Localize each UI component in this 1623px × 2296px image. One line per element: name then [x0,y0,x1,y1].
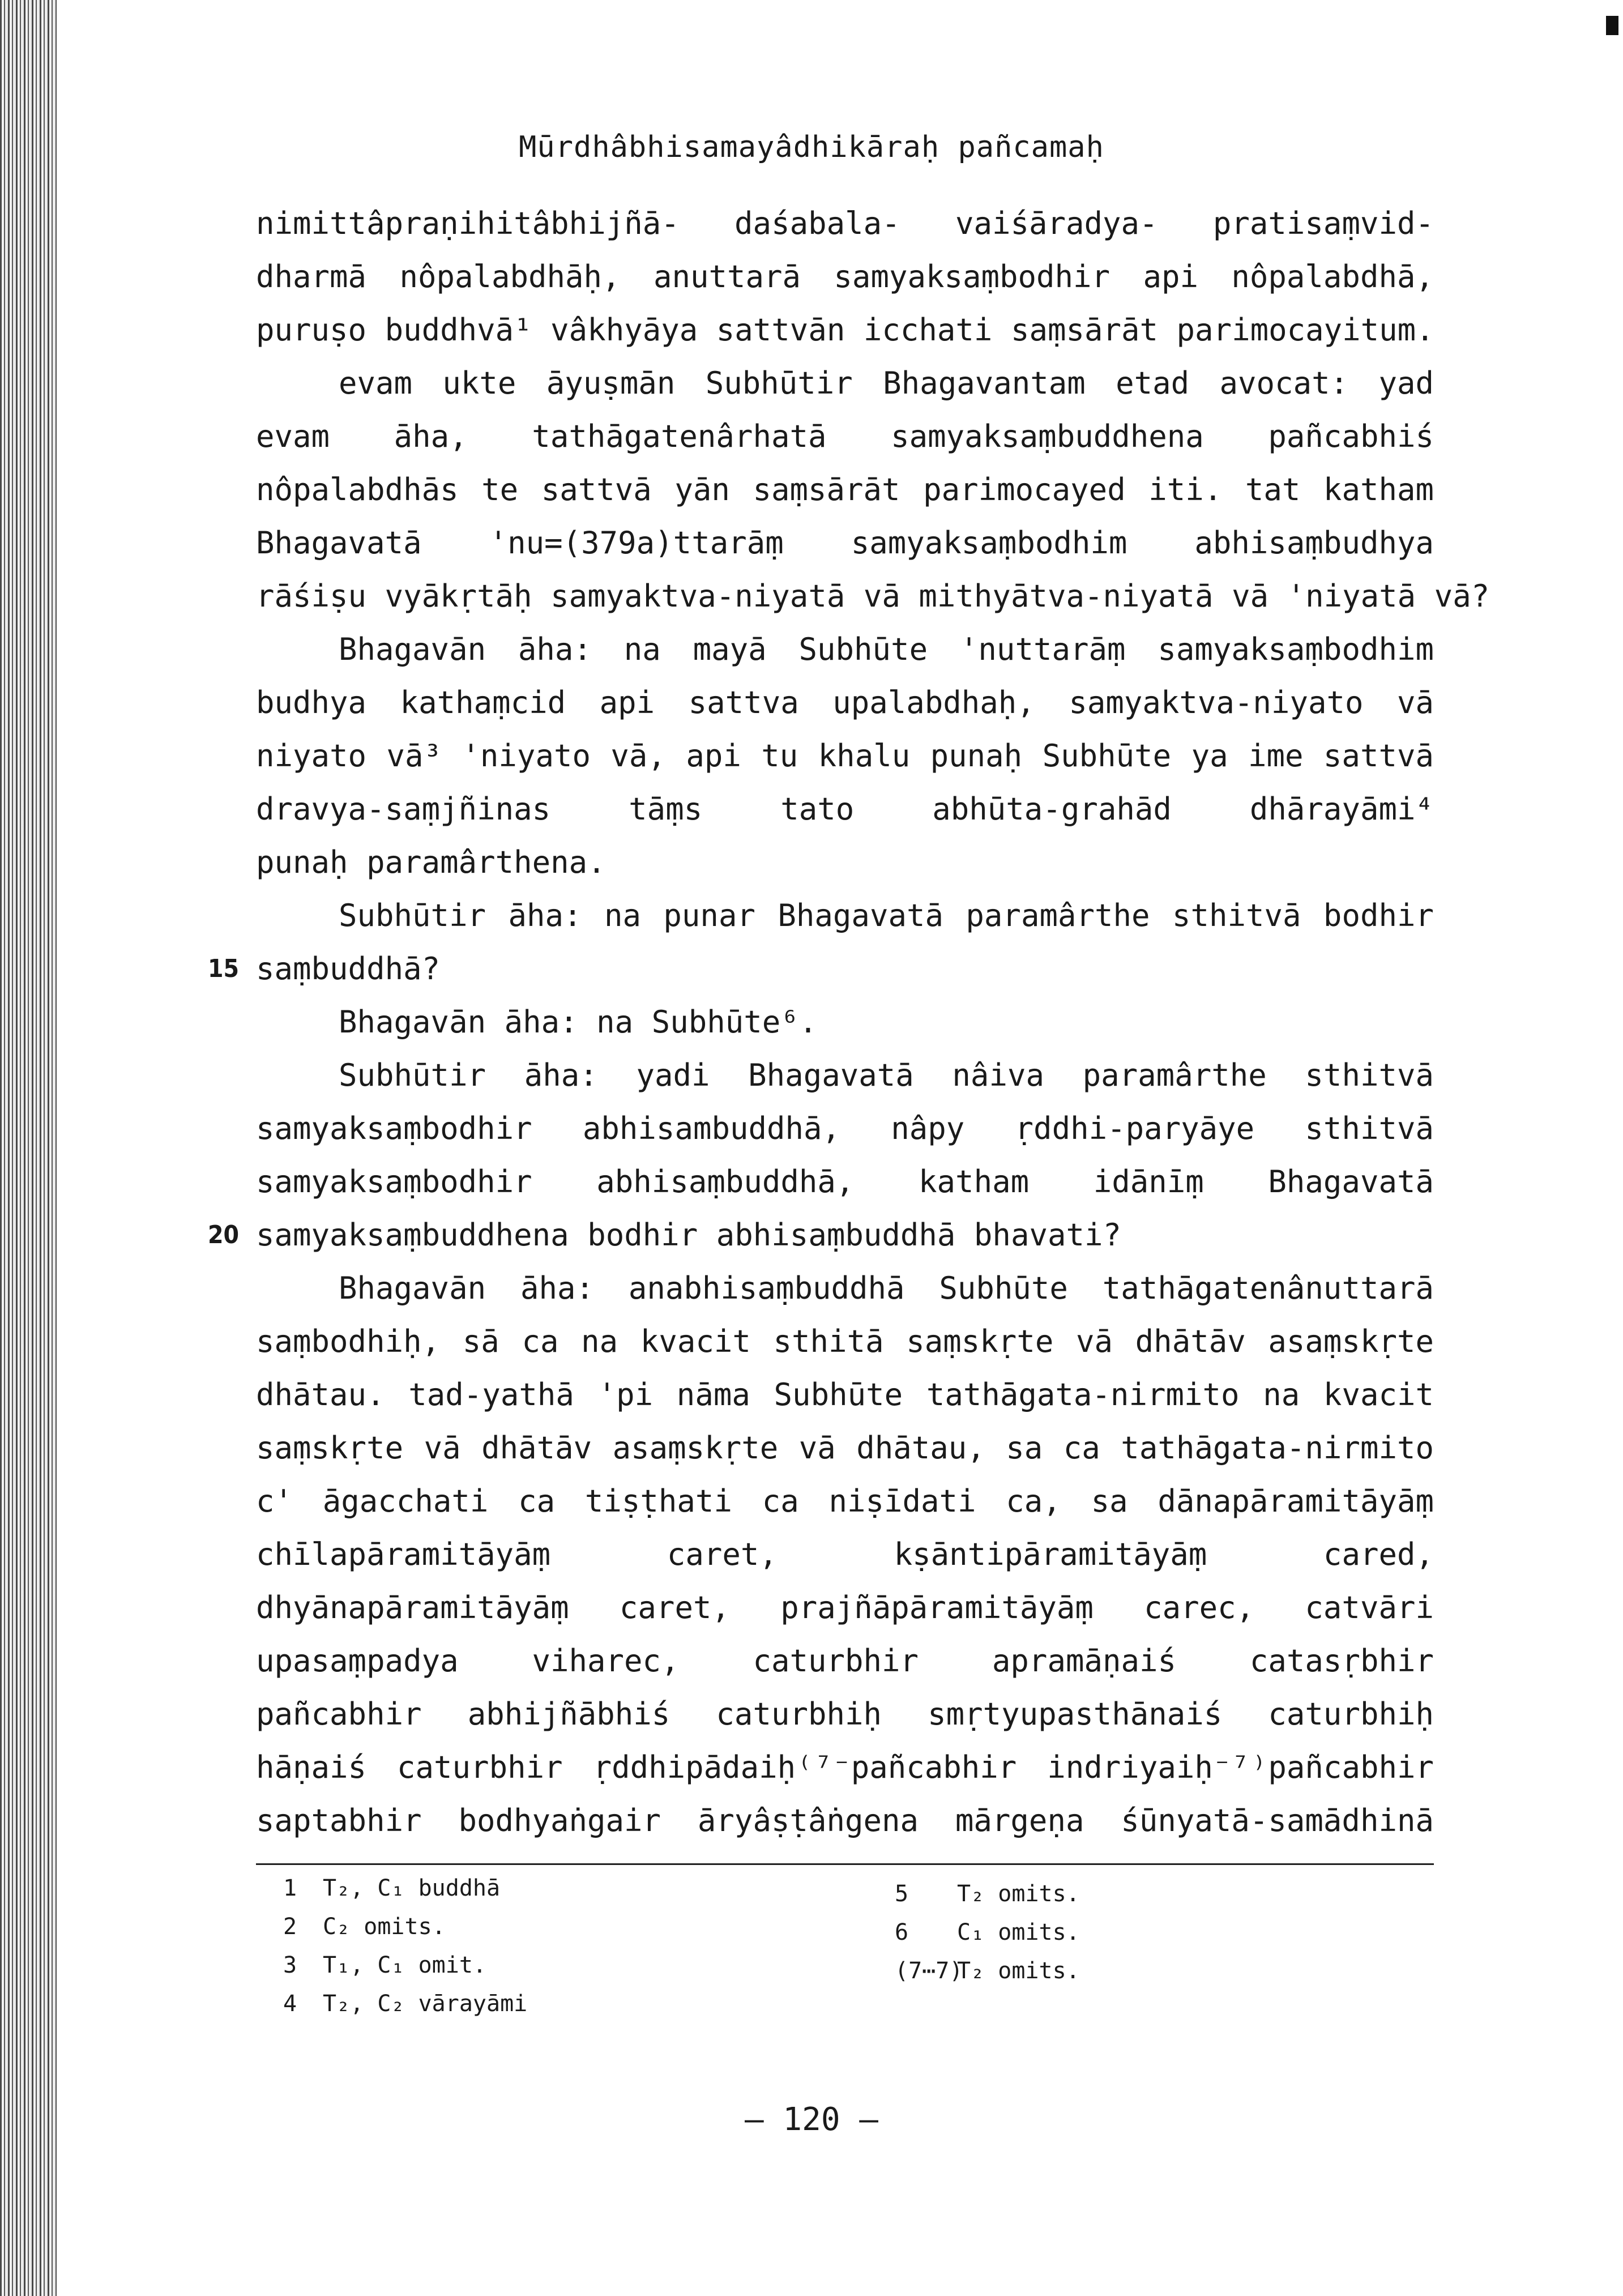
text-line-content: Subhūtir āha: yadi Bhagavatā nâiva paramârthe sthitvā [339,1057,1434,1093]
footnote [895,1875,1080,1913]
text-line [256,304,1434,357]
text-line-content: Subhūtir āha: na punar Bhagavatā paramârthe sthitvā bodhir [339,898,1434,933]
text-line [256,1049,1434,1102]
text-line-content: nôpalabdhās te sattvā yān saṃsārāt parimocayed iti. tat katham [256,472,1434,507]
footnote-number: 3 [283,1952,297,1978]
footnote-text: T₂ omits. [957,1881,1080,1907]
footnote [283,1869,527,1907]
text-line [256,1688,1434,1741]
text-line [256,996,1434,1049]
footnote-number: 5 [895,1881,909,1907]
text-line [256,1741,1434,1794]
text-line-content: budhya kathaṃcid api sattva upalabdhaḥ, samyaktva-niyato vā [256,685,1434,720]
footnote-text: T₂, C₂ vārayāmi [323,1991,528,2017]
text-line-content: dharmā nôpalabdhāḥ, anuttarā samyaksaṃbodhir api nôpalabdhā, [256,259,1434,295]
text-line-content: c' āgacchati ca tiṣṭhati ca niṣīdati ca, sa dānapāramitāyāṃ [256,1483,1434,1519]
footnotes-right [895,1875,1080,1990]
body-text [208,197,1490,1847]
text-line [256,517,1434,570]
line-number: 20 [208,1220,240,1249]
footnote [895,1913,1080,1952]
footnotes-left [283,1869,527,2023]
page-number: — 120 — [744,2101,878,2138]
text-line-content: samyaksaṃbodhir abhisaṃbuddhā, katham idānīṃ Bhagavatā [256,1164,1434,1200]
text-line [256,1262,1434,1315]
text-line [256,1422,1434,1475]
text-line-content: samyaksaṃbuddhena bodhir abhisaṃbuddhā bhavati? [256,1217,1122,1253]
text-line-content: dravya-saṃjñinas tāṃs tato abhūta-grahād dhārayāmi⁴ [256,791,1434,827]
text-line-content: rāśiṣu vyākṛtāḥ samyaktva-niyatā vā mithyātva-niyatā vā 'niyatā vā? [256,578,1490,614]
text-line-content: dhātau. tad-yathā 'pi nāma Subhūte tathāgata-nirmito na kvacit [256,1377,1434,1412]
text-line-content: Bhagavān āha: na mayā Subhūte 'nuttarāṃ samyaksaṃbodhim [339,631,1434,667]
text-line [256,1634,1434,1688]
text-line [256,1528,1434,1581]
corner-mark [1606,16,1618,35]
text-line [256,889,1434,942]
text-line [256,1102,1434,1155]
text-line [256,1315,1434,1368]
text-line [208,1209,1434,1262]
text-line-content: evam āha, tathāgatenârhatā samyaksaṃbuddhena pañcabhiś [256,419,1434,454]
text-line [256,1794,1434,1847]
text-line-content: upasaṃpadya viharec, caturbhir apramāṇaiś catasṛbhir [256,1643,1434,1679]
running-head: Mūrdhâbhisamayâdhikāraḥ pañcamaḥ [519,130,1104,164]
text-line-content: saṃskṛte vā dhātāv asaṃskṛte vā dhātau, sa ca tathāgata-nirmito [256,1430,1434,1466]
footnote [283,1985,527,2023]
text-line [256,676,1434,729]
text-line-content: chīlapāramitāyāṃ caret, kṣāntipāramitāyāṃ cared, [256,1537,1434,1572]
text-line-content: pañcabhir abhijñābhiś caturbhiḥ smṛtyupasthānaiś caturbhiḥ [256,1696,1434,1732]
footnote-text: C₁ omits. [957,1919,1080,1945]
text-line-content: punaḥ paramârthena. [256,844,606,880]
footnote-text: T₂ omits. [957,1958,1080,1984]
footnote [895,1952,1080,1990]
text-line-content: Bhagavān āha: na Subhūte⁶. [339,1004,818,1040]
footnote-number: 4 [283,1991,297,2017]
text-line [256,1581,1434,1634]
text-line [256,623,1434,676]
text-line [256,463,1434,517]
footnote-number: 6 [895,1919,909,1945]
text-line [256,729,1434,783]
text-line-content: nimittâpraṇihitâbhijñā- daśabala- vaiśāradya- pratisaṃvid- [256,206,1434,241]
text-line [256,357,1434,410]
text-line-content: Bhagavatā 'nu=(379a)ttarāṃ samyaksaṃbodhim abhisaṃbudhya [256,525,1434,561]
text-line-content: niyato vā³ 'niyato vā, api tu khalu punaḥ Subhūte ya ime sattvā [256,738,1434,774]
footnote-number: (7⋯7) [895,1958,963,1984]
text-line [256,1475,1434,1528]
footnote-number: 2 [283,1914,297,1940]
text-line-content: hāṇaiś caturbhir ṛddhipādaiḥ⁽⁷⁻pañcabhir indriyaiḥ⁻⁷⁾pañcabhir [256,1749,1434,1785]
text-line-content: evam ukte āyuṣmān Subhūtir Bhagavantam etad avocat: yad [339,365,1434,401]
text-line-content: saṃbodhiḥ, sā ca na kvacit sthitā saṃskṛte vā dhātāv asaṃskṛte [256,1324,1434,1359]
text-line [208,942,1434,996]
footnote-rule [256,1863,1434,1865]
footnote-text: T₁, C₁ omit. [323,1952,486,1978]
text-line-content: Bhagavān āha: anabhisaṃbuddhā Subhūte tathāgatenânuttarā [339,1270,1434,1306]
text-line [256,250,1434,304]
text-line [256,836,1434,889]
footnote [283,1907,527,1946]
text-line-content: dhyānapāramitāyāṃ caret, prajñāpāramitāyāṃ carec, catvāri [256,1590,1434,1625]
text-line [256,1368,1434,1422]
text-line-content: saṃbuddhā? [256,951,441,987]
footnote [283,1946,527,1985]
binding-edge [0,0,57,2296]
text-line-content: saptabhir bodhyaṅgair āryâṣṭâṅgena mārgeṇa śūnyatā-samādhinā [256,1803,1434,1838]
footnote-text: T₂, C₁ buddhā [323,1875,501,1901]
text-line [256,783,1434,836]
text-line [256,570,1490,623]
footnote-text: C₂ omits. [323,1914,446,1940]
text-line-content: samyaksaṃbodhir abhisambuddhā, nâpy ṛddhi-paryāye sthitvā [256,1111,1434,1146]
line-number: 15 [208,954,240,983]
text-line [256,1155,1434,1209]
text-line-content: puruṣo buddhvā¹ vâkhyāya sattvān icchati saṃsārāt parimocayitum. [256,312,1434,348]
text-line [256,410,1434,463]
text-line [256,197,1434,250]
footnote-number: 1 [283,1875,297,1901]
